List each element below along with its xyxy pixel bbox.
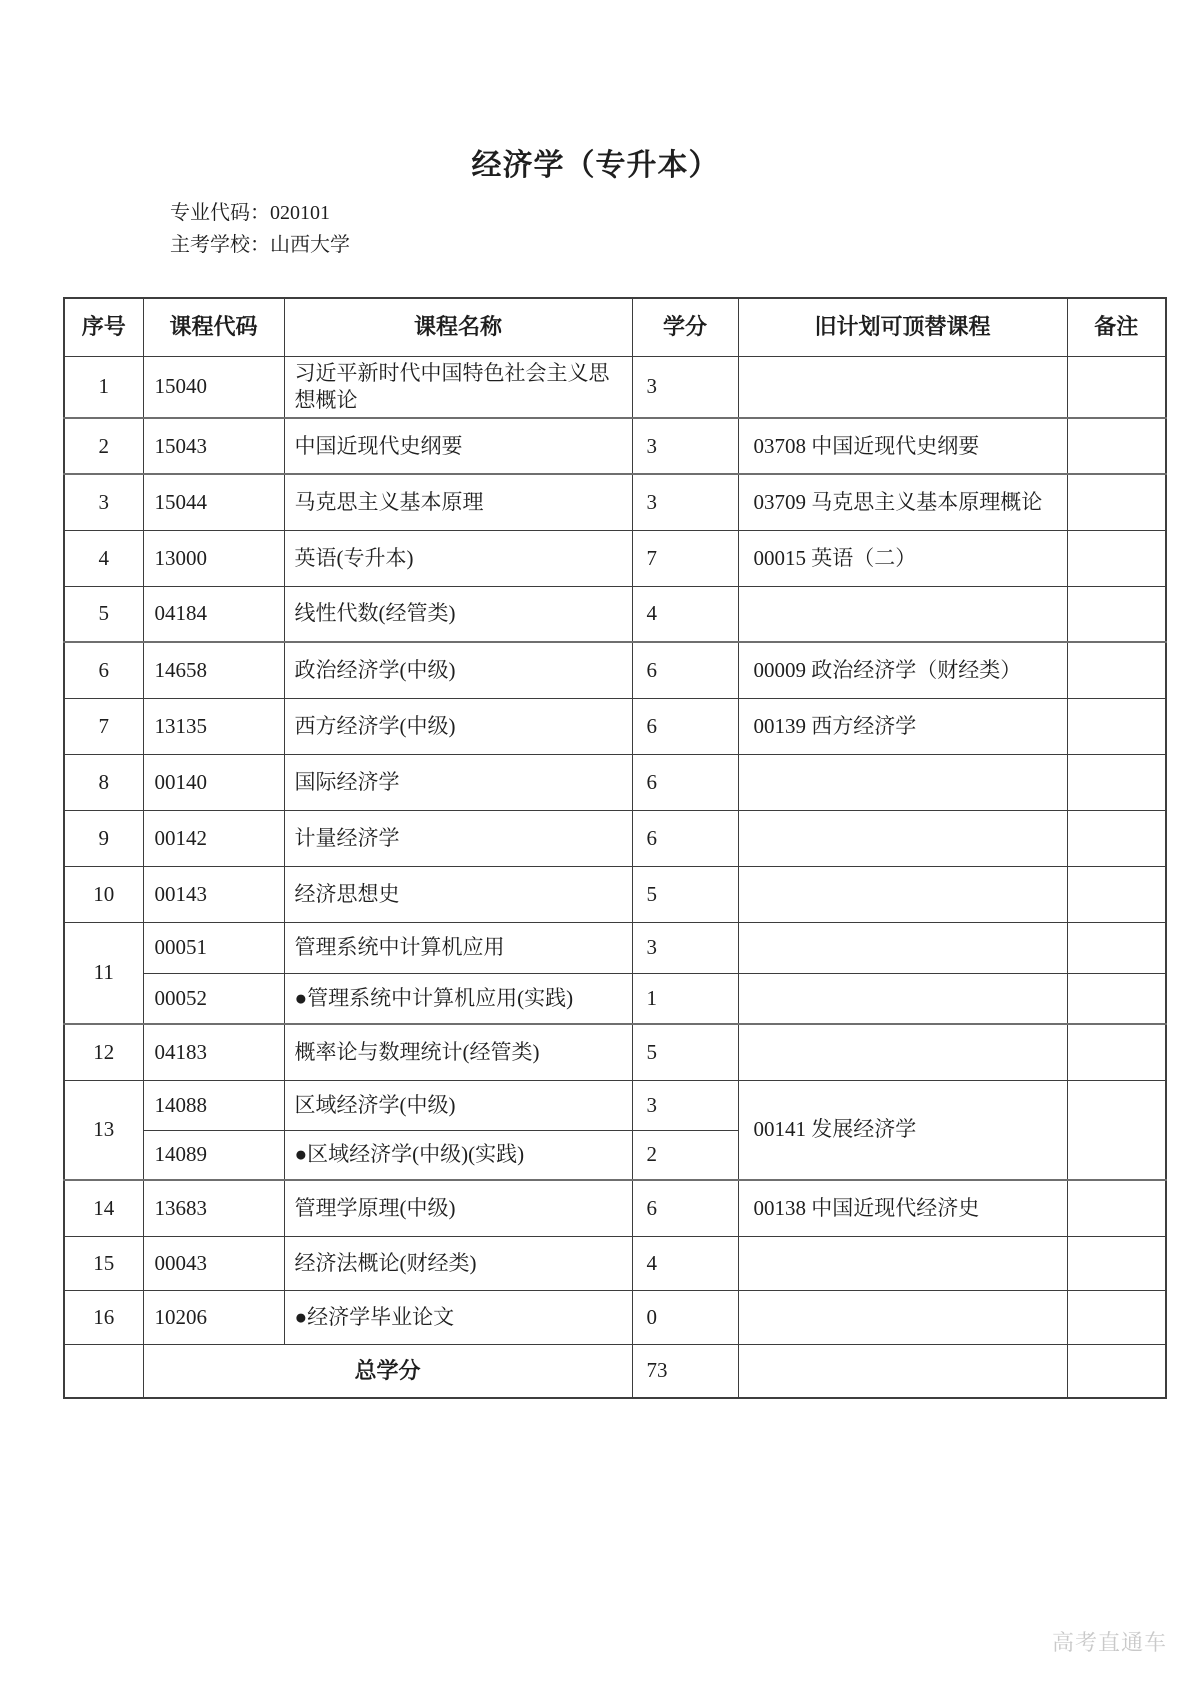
table-row xyxy=(64,1236,1166,1290)
cell-course-name: 政治经济学(中级) xyxy=(284,642,632,698)
cell-course-name: 线性代数(经管类) xyxy=(284,586,632,642)
cell-seq: 16 xyxy=(64,1290,143,1344)
cell-replacement xyxy=(738,922,1067,973)
header-note: 备注 xyxy=(1067,298,1166,356)
cell-seq: 8 xyxy=(64,754,143,810)
cell-seq: 4 xyxy=(64,530,143,586)
cell-credits: 4 xyxy=(632,586,738,642)
cell-replacement xyxy=(738,1344,1067,1398)
table-row xyxy=(64,642,1166,698)
cell-credits: 3 xyxy=(632,922,738,973)
cell-course-name: ●区域经济学(中级)(实践) xyxy=(284,1130,632,1180)
table-header-row xyxy=(64,298,1166,356)
cell-note xyxy=(1067,530,1166,586)
table-row xyxy=(64,1080,1166,1130)
cell-credits: 3 xyxy=(632,1080,738,1130)
cell-note xyxy=(1067,586,1166,642)
cell-course-name: 中国近现代史纲要 xyxy=(284,418,632,474)
cell-course-code: 00051 xyxy=(143,922,284,973)
cell-course-name: 国际经济学 xyxy=(284,754,632,810)
cell-credits: 3 xyxy=(632,418,738,474)
table-row xyxy=(64,810,1166,866)
header-replacement: 旧计划可顶替课程 xyxy=(738,298,1067,356)
cell-credits: 6 xyxy=(632,1180,738,1236)
table-row xyxy=(64,1024,1166,1080)
cell-course-name: ●经济学毕业论文 xyxy=(284,1290,632,1344)
cell-note xyxy=(1067,698,1166,754)
cell-course-name: 经济法概论(财经类) xyxy=(284,1236,632,1290)
cell-credits: 6 xyxy=(632,698,738,754)
cell-course-code: 10206 xyxy=(143,1290,284,1344)
watermark: 高考直通车 xyxy=(1052,1630,1168,1655)
cell-replacement: 00138 中国近现代经济史 xyxy=(738,1180,1067,1236)
table-row xyxy=(64,866,1166,922)
cell-note xyxy=(1067,1080,1166,1180)
cell-replacement: 00009 政治经济学（财经类） xyxy=(738,642,1067,698)
cell-course-name: 经济思想史 xyxy=(284,866,632,922)
table-row xyxy=(64,973,1166,1024)
cell-course-code: 13683 xyxy=(143,1180,284,1236)
table-row xyxy=(64,474,1166,530)
cell-note xyxy=(1067,1344,1166,1398)
cell-seq: 7 xyxy=(64,698,143,754)
cell-replacement xyxy=(738,866,1067,922)
cell-replacement: 03709 马克思主义基本原理概论 xyxy=(738,474,1067,530)
cell-course-name: 英语(专升本) xyxy=(284,530,632,586)
table-row xyxy=(64,418,1166,474)
cell-credits: 5 xyxy=(632,1024,738,1080)
table-row xyxy=(64,754,1166,810)
cell-credits: 0 xyxy=(632,1290,738,1344)
cell-course-code: 00142 xyxy=(143,810,284,866)
cell-seq: 11 xyxy=(64,922,143,1024)
cell-replacement xyxy=(738,754,1067,810)
cell-course-code: 04184 xyxy=(143,586,284,642)
header-credits: 学分 xyxy=(632,298,738,356)
major-code-line: 专业代码：020101 xyxy=(170,202,330,224)
cell-replacement xyxy=(738,810,1067,866)
cell-seq: 3 xyxy=(64,474,143,530)
cell-replacement xyxy=(738,356,1067,418)
cell-seq: 6 xyxy=(64,642,143,698)
header-course-name: 课程名称 xyxy=(284,298,632,356)
cell-note xyxy=(1067,754,1166,810)
cell-note xyxy=(1067,418,1166,474)
table-row xyxy=(64,922,1166,973)
cell-course-name: 管理学原理(中级) xyxy=(284,1180,632,1236)
cell-note xyxy=(1067,474,1166,530)
cell-replacement: 03708 中国近现代史纲要 xyxy=(738,418,1067,474)
cell-replacement xyxy=(738,1236,1067,1290)
school-line: 主考学校：山西大学 xyxy=(170,234,350,256)
cell-replacement xyxy=(738,1290,1067,1344)
cell-course-code: 14088 xyxy=(143,1080,284,1130)
cell-credits: 6 xyxy=(632,810,738,866)
cell-replacement xyxy=(738,586,1067,642)
cell-note xyxy=(1067,1024,1166,1080)
cell-seq: 12 xyxy=(64,1024,143,1080)
table-row xyxy=(64,530,1166,586)
cell-course-name: ●管理系统中计算机应用(实践) xyxy=(284,973,632,1024)
cell-note xyxy=(1067,356,1166,418)
cell-replacement xyxy=(738,1024,1067,1080)
cell-note xyxy=(1067,1236,1166,1290)
cell-credits: 4 xyxy=(632,1236,738,1290)
cell-seq: 1 xyxy=(64,356,143,418)
table-row xyxy=(64,586,1166,642)
cell-course-code: 00043 xyxy=(143,1236,284,1290)
cell-replacement xyxy=(738,973,1067,1024)
cell-course-code: 13000 xyxy=(143,530,284,586)
cell-note xyxy=(1067,866,1166,922)
cell-seq: 9 xyxy=(64,810,143,866)
cell-course-code: 00052 xyxy=(143,973,284,1024)
cell-seq: 5 xyxy=(64,586,143,642)
cell-course-name: 马克思主义基本原理 xyxy=(284,474,632,530)
cell-seq: 2 xyxy=(64,418,143,474)
cell-course-code: 00143 xyxy=(143,866,284,922)
cell-seq xyxy=(64,1344,143,1398)
table-row xyxy=(64,698,1166,754)
page-title: 经济学（专升本） xyxy=(471,149,720,182)
cell-note xyxy=(1067,922,1166,973)
table-row xyxy=(64,356,1166,418)
cell-course-name: 习近平新时代中国特色社会主义思想概论 xyxy=(284,356,632,418)
cell-course-name: 西方经济学(中级) xyxy=(284,698,632,754)
cell-course-name: 管理系统中计算机应用 xyxy=(284,922,632,973)
total-row xyxy=(64,1344,1166,1398)
cell-seq: 14 xyxy=(64,1180,143,1236)
cell-credits: 7 xyxy=(632,530,738,586)
header-seq: 序号 xyxy=(64,298,143,356)
cell-total-credits: 73 xyxy=(632,1344,738,1398)
cell-course-code: 14089 xyxy=(143,1130,284,1180)
cell-credits: 3 xyxy=(632,474,738,530)
cell-credits: 6 xyxy=(632,754,738,810)
cell-course-code: 15040 xyxy=(143,356,284,418)
cell-seq: 10 xyxy=(64,866,143,922)
cell-course-code: 15044 xyxy=(143,474,284,530)
table-row xyxy=(64,1180,1166,1236)
cell-course-name: 计量经济学 xyxy=(284,810,632,866)
cell-credits: 6 xyxy=(632,642,738,698)
total-label-cell: 总学分 xyxy=(143,1344,632,1398)
cell-course-code: 13135 xyxy=(143,698,284,754)
cell-credits: 3 xyxy=(632,356,738,418)
cell-credits: 2 xyxy=(632,1130,738,1180)
cell-replacement: 00139 西方经济学 xyxy=(738,698,1067,754)
cell-course-name: 区域经济学(中级) xyxy=(284,1080,632,1130)
cell-credits: 1 xyxy=(632,973,738,1024)
cell-course-name: 概率论与数理统计(经管类) xyxy=(284,1024,632,1080)
course-table xyxy=(63,297,1167,1399)
cell-course-code: 00140 xyxy=(143,754,284,810)
cell-course-code: 14658 xyxy=(143,642,284,698)
cell-note xyxy=(1067,1290,1166,1344)
cell-replacement: 00015 英语（二） xyxy=(738,530,1067,586)
cell-course-code: 04183 xyxy=(143,1024,284,1080)
cell-note xyxy=(1067,642,1166,698)
header-course-code: 课程代码 xyxy=(143,298,284,356)
cell-credits: 5 xyxy=(632,866,738,922)
cell-seq: 13 xyxy=(64,1080,143,1180)
table-row xyxy=(64,1290,1166,1344)
cell-replacement: 00141 发展经济学 xyxy=(738,1080,1067,1180)
cell-note xyxy=(1067,1180,1166,1236)
cell-course-code: 15043 xyxy=(143,418,284,474)
cell-note xyxy=(1067,973,1166,1024)
cell-seq: 15 xyxy=(64,1236,143,1290)
cell-note xyxy=(1067,810,1166,866)
